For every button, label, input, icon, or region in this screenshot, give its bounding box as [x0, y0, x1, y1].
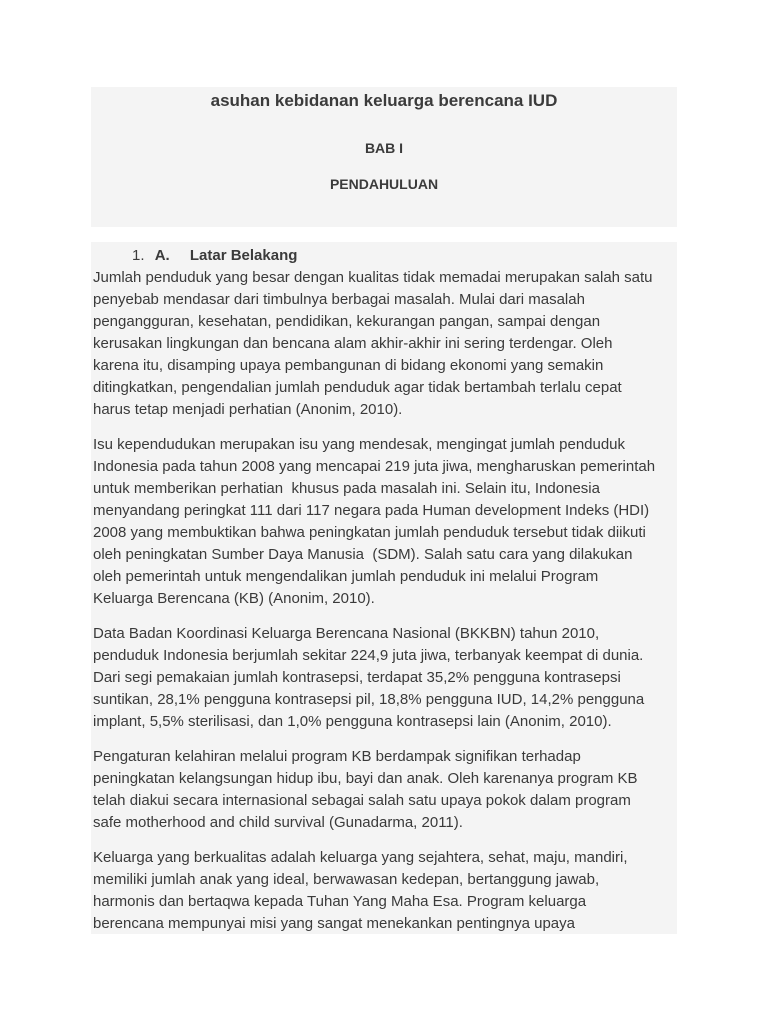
- paragraph-line: Indonesia pada tahun 2008 yang mencapai 219 juta jiwa, mengharuskan pemerintah: [93, 458, 656, 475]
- paragraph-line: oleh pemerintah untuk mengendalikan jumlah penduduk ini melalui Program: [93, 568, 599, 585]
- paragraph-line: telah diakui secara internasional sebagai salah satu upaya pokok dalam program: [93, 792, 631, 809]
- paragraph-line: Dari segi pemakaian jumlah kontrasepsi, terdapat 35,2% pengguna kontrasepsi: [93, 669, 621, 686]
- section-number: 1.: [132, 247, 145, 264]
- paragraph: [93, 267, 677, 421]
- document-title: asuhan kebidanan keluarga berencana IUD: [210, 91, 558, 110]
- paragraph-line: penyebab mendasar dari timbulnya berbagai masalah. Mulai dari masalah: [93, 291, 585, 308]
- paragraph-line: kerusakan lingkungan dan bencana alam akhir-akhir ini sering terdengar. Oleh: [93, 335, 613, 352]
- paragraph-line: safe motherhood and child survival (Gunadarma, 2011).: [93, 814, 463, 831]
- chapter-number: BAB I: [364, 140, 404, 156]
- paragraph-line: Keluarga Berencana (KB) (Anonim, 2010).: [93, 590, 375, 607]
- paragraph-line: suntikan, 28,1% pengguna kontrasepsi pil, 18,8% pengguna IUD, 14,2% pengguna: [93, 691, 645, 708]
- section-letter: A.: [154, 247, 170, 264]
- paragraph-line: karena itu, disamping upaya pembangunan di bidang ekonomi yang semakin: [93, 357, 604, 374]
- paragraph-line: ditingkatkan, pengendalian jumlah penduduk agar tidak bertambah terlalu cepat: [93, 379, 622, 396]
- chapter-title: PENDAHULUAN: [329, 176, 439, 192]
- paragraph-line: Pengaturan kelahiran melalui program KB berdampak signifikan terhadap: [93, 748, 581, 765]
- paragraph-line: untuk memberikan perhatian khusus pada masalah ini. Selain itu, Indonesia: [93, 480, 600, 497]
- paragraph: [93, 623, 677, 733]
- paragraph-line: peningkatan kelangsungan hidup ibu, bayi dan anak. Oleh karenanya program KB: [93, 770, 638, 787]
- paragraph-line: Data Badan Koordinasi Keluarga Berencana Nasional (BKKBN) tahun 2010,: [93, 625, 600, 642]
- document-body: [91, 242, 677, 934]
- paragraph-line: memiliki jumlah anak yang ideal, berwawasan kedepan, bertanggung jawab,: [93, 871, 600, 888]
- section-label: Latar Belakang: [189, 247, 298, 264]
- section-heading: [132, 247, 297, 264]
- paragraph-line: harmonis dan bertaqwa kepada Tuhan Yang Maha Esa. Program keluarga: [93, 893, 587, 910]
- paragraph-line: implant, 5,5% sterilisasi, dan 1,0% pengguna kontrasepsi lain (Anonim, 2010).: [93, 713, 612, 730]
- paragraph: [93, 434, 677, 610]
- document-header: [91, 87, 677, 227]
- paragraph: [93, 746, 677, 834]
- paragraph-line: Jumlah penduduk yang besar dengan kualitas tidak memadai merupakan salah satu: [93, 269, 653, 286]
- paragraph-line: harus tetap menjadi perhatian (Anonim, 2010).: [93, 401, 403, 418]
- paragraph-line: Keluarga yang berkualitas adalah keluarga yang sejahtera, sehat, maju, mandiri,: [93, 849, 628, 866]
- paragraph-line: pengangguran, kesehatan, pendidikan, kekurangan pangan, sampai dengan: [93, 313, 601, 330]
- paragraph-line: oleh peningkatan Sumber Daya Manusia (SDM). Salah satu cara yang dilakukan: [93, 546, 633, 563]
- paragraph-line: menyandang peringkat 111 dari 117 negara pada Human development Indeks (HDI): [93, 502, 650, 519]
- paragraph-line: Isu kependudukan merupakan isu yang mendesak, mengingat jumlah penduduk: [93, 436, 626, 453]
- paragraph-line: berencana mempunyai misi yang sangat menekankan pentingnya upaya: [93, 915, 575, 932]
- paragraph-line: penduduk Indonesia berjumlah sekitar 224,9 juta jiwa, terbanyak keempat di dunia.: [93, 647, 644, 664]
- paragraph: [93, 847, 677, 934]
- paragraph-line: 2008 yang membuktikan bahwa peningkatan jumlah penduduk tersebut tidak diikuti: [93, 524, 646, 541]
